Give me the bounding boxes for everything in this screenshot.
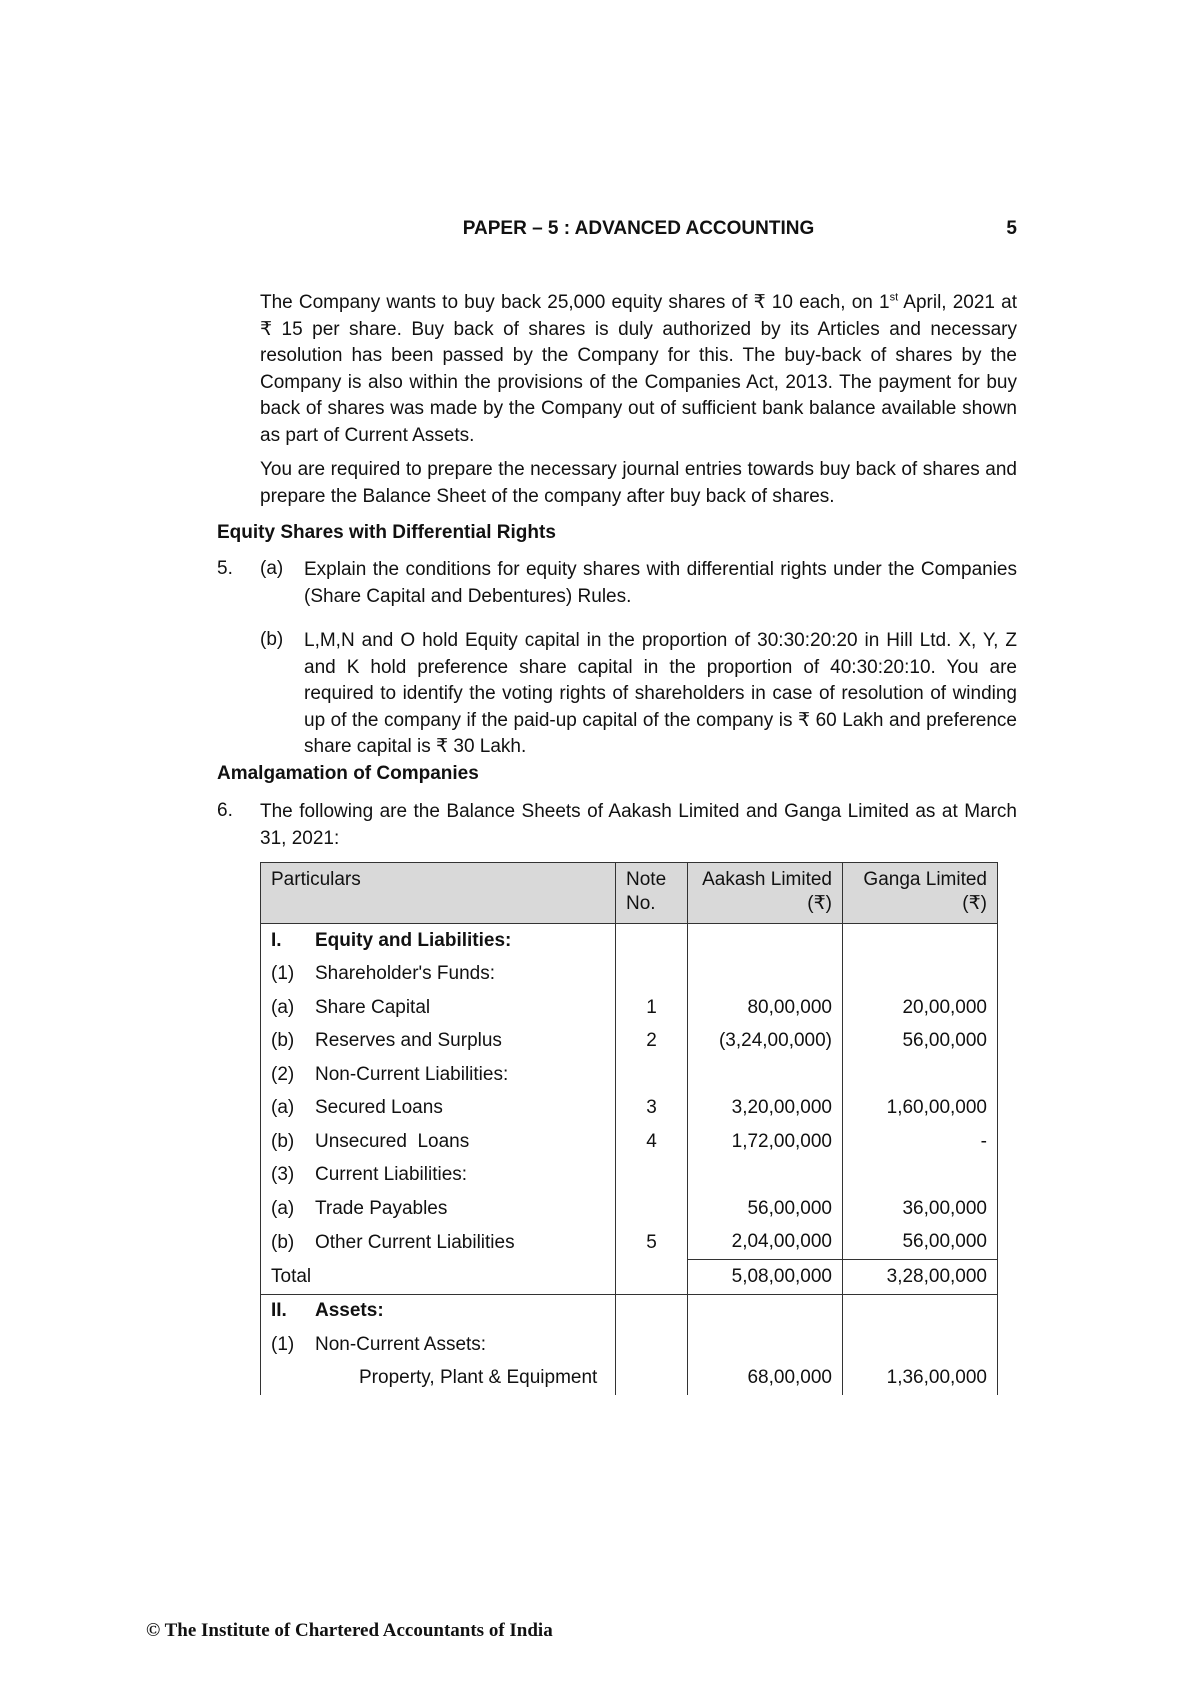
table-row: (3) Current Liabilities: (261, 1159, 998, 1193)
header-particulars: Particulars (261, 863, 616, 924)
table-header-row (261, 863, 998, 924)
intro-paragraph-1: The Company wants to buy back 25,000 equity shares of ₹ 10 each, on 1st April, 2021 at ₹ 15 per share. Buy back of shares is duly authorized by its Articles and necessary resolution has been passed by the Company for this. The buy-back of shares by the Company is also within the provisions of the Companies Act, 2013. The payment for buy back of shares was made by the Company out of sufficient bank balance available shown as part of Current Assets. (260, 291, 1017, 446)
section-heading-amalgamation: Amalgamation of Companies (217, 763, 479, 784)
table-row: (2) Non-Current Liabilities: (261, 1058, 998, 1092)
table-row: (b) Unsecured Loans 4 1,72,00,000 - (261, 1125, 998, 1159)
intro-paragraph-2: You are required to prepare the necessary journal entries towards buy back of shares and prepare the Balance Sheet of the company after buy back of shares. (260, 459, 1017, 507)
section-heading-equity: Equity Shares with Differential Rights (217, 522, 556, 543)
question-5b-label: (b) (260, 629, 284, 650)
header-note-no: Note No. (616, 863, 688, 924)
question-6-number: 6. (217, 800, 233, 821)
table-row: (a) Secured Loans 3 3,20,00,000 1,60,00,000 (261, 1092, 998, 1126)
table-row: (1) Non-Current Assets: (261, 1328, 998, 1362)
copyright-footer: © The Institute of Chartered Accountants of India (146, 1620, 553, 1641)
balance-sheet-table (260, 862, 998, 1395)
paper-title: PAPER – 5 : ADVANCED ACCOUNTING (462, 218, 815, 239)
table-row: (a) Share Capital 1 80,00,000 20,00,000 (261, 991, 998, 1025)
header-ganga: Ganga Limited (₹) (843, 863, 998, 924)
header-aakash: Aakash Limited (₹) (688, 863, 843, 924)
question-5a-text: Explain the conditions for equity shares with differential rights under the Companies (Share Capital and Debentures) Rules. (304, 559, 1017, 607)
question-5b-text: L,M,N and O hold Equity capital in the proportion of 30:30:20:20 in Hill Ltd. X, Y, Z and K hold preference share capital in the proportion of 40:30:20:10. You are required to identify the voting rights of shareholders in case of resolution of winding up of the company if the paid-up capital of the company is ₹ 60 Lakh and preference share capital is ₹ 30 Lakh. (304, 630, 1017, 757)
table-row: (b) Reserves and Surplus 2 (3,24,00,000) 56,00,000 (261, 1025, 998, 1059)
total-row: Total 5,08,00,000 3,28,00,000 (261, 1260, 998, 1295)
page-number: 5 (1006, 218, 1017, 239)
question-6-text: The following are the Balance Sheets of Aakash Limited and Ganga Limited as at March 31, 2021: (260, 801, 1017, 849)
table-row: I. Equity and Liabilities: (261, 924, 998, 958)
question-5-number: 5. (217, 558, 233, 579)
table-row: Property, Plant & Equipment 68,00,000 1,36,00,000 (261, 1362, 998, 1396)
table-row: (a) Trade Payables 56,00,000 36,00,000 (261, 1192, 998, 1226)
table-row: II. Assets: (261, 1294, 998, 1328)
table-row: (b) Other Current Liabilities 5 2,04,00,000 56,00,000 (261, 1226, 998, 1260)
table-row: (1) Shareholder's Funds: (261, 958, 998, 992)
page-header (260, 218, 1017, 244)
question-5a-label: (a) (260, 558, 284, 579)
